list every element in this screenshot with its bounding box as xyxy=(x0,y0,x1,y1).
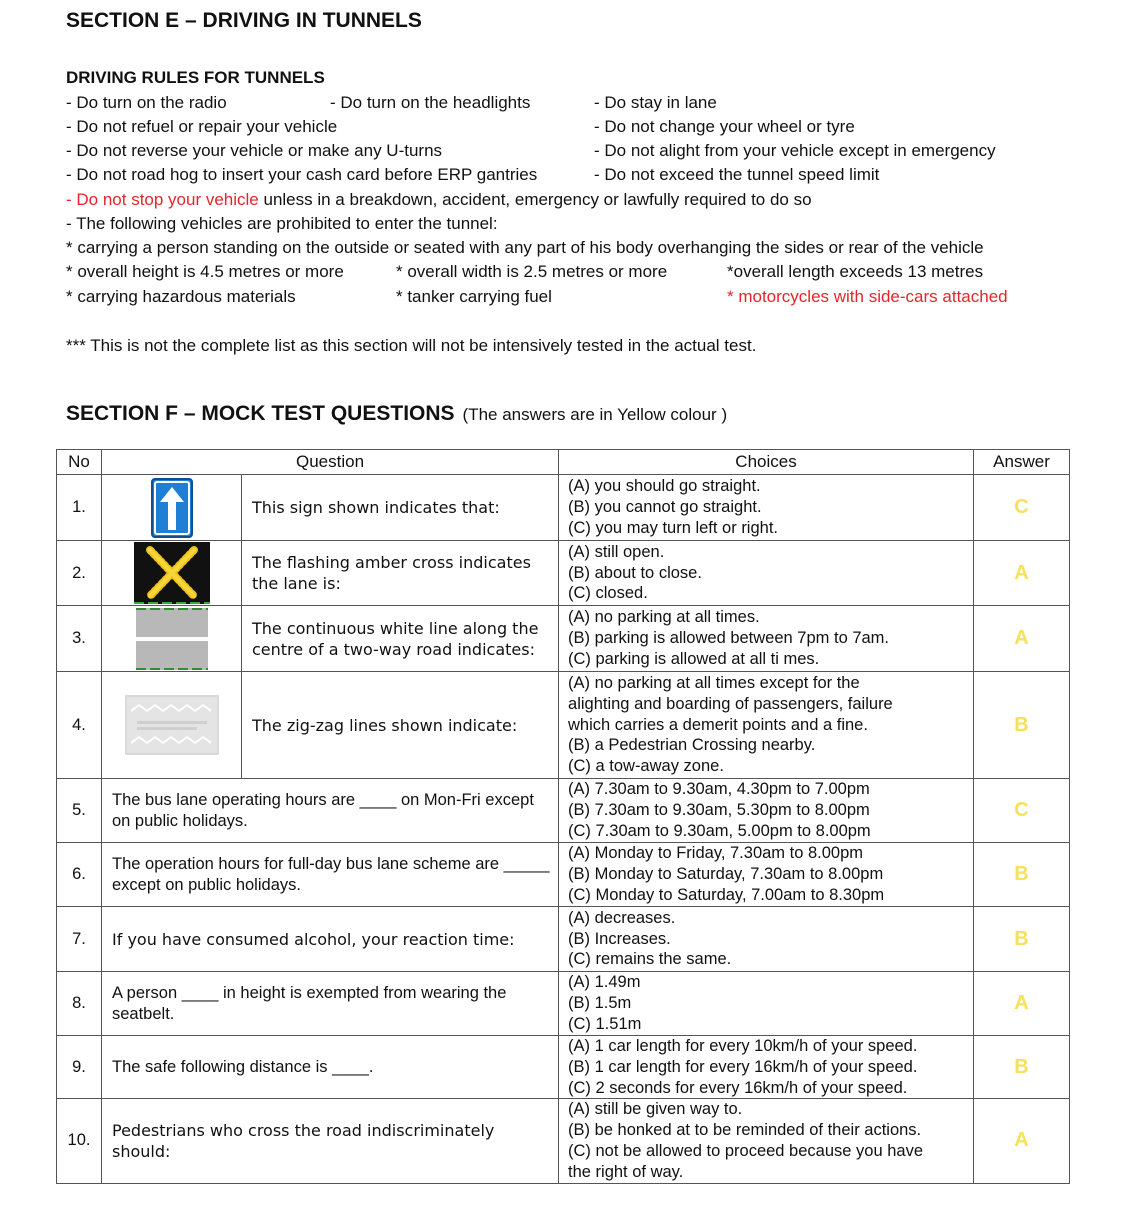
table-row xyxy=(57,972,1070,1036)
table-header-row xyxy=(57,450,1070,475)
choices-cell xyxy=(559,779,974,843)
choice: (A) you should go straight. xyxy=(568,477,761,496)
table-row xyxy=(57,1099,1070,1183)
choice: alighting and boarding of passengers, failure xyxy=(568,694,893,713)
rule-reverse: - Do not reverse your vehicle or make any U-turns xyxy=(66,141,443,160)
table-row xyxy=(57,672,1070,779)
choice: (C) 2 seconds for every 16km/h of your speed. xyxy=(568,1078,908,1097)
answer-cell: B xyxy=(974,672,1070,779)
question-text: If you have consumed alcohol, your reaction time: xyxy=(102,907,559,972)
rule-stop-rest: unless in a breakdown, accident, emergency or lawfully required to do so xyxy=(258,190,812,209)
choice: (A) Monday to Friday, 7.30am to 8.00pm xyxy=(568,844,864,863)
choice: (C) 7.30am to 9.30am, 5.00pm to 8.00pm xyxy=(568,821,871,840)
answer-cell: A xyxy=(974,1099,1070,1183)
row-number: 10. xyxy=(57,1099,102,1183)
answer-cell: C xyxy=(974,779,1070,843)
rule-stop xyxy=(66,189,812,211)
rules-title: DRIVING RULES FOR TUNNELS xyxy=(66,68,325,87)
choice: (C) you may turn left or right. xyxy=(568,518,778,537)
choice: (C) remains the same. xyxy=(568,950,732,969)
choice: (B) 1 car length for every 16km/h of your speed. xyxy=(568,1057,918,1076)
question-text: The flashing amber cross indicates the lane is: xyxy=(242,541,559,606)
rule-radio: - Do turn on the radio xyxy=(66,93,227,112)
choice: (C) not be allowed to proceed because you have xyxy=(568,1141,923,1160)
rule-hazardous: * carrying hazardous materials xyxy=(66,287,296,306)
rule-overhang: * carrying a person standing on the outside or seated with any part of his body overhanging the sides or rear of the vehicle xyxy=(66,238,984,257)
answer-cell: C xyxy=(974,475,1070,541)
section-f-subtitle: (The answers are in Yellow colour ) xyxy=(462,405,728,424)
choice: (B) parking is allowed between 7pm to 7am. xyxy=(568,629,890,648)
header-choices: Choices xyxy=(559,450,974,475)
row-number: 1. xyxy=(57,475,102,541)
choice: (A) decreases. xyxy=(568,908,676,927)
white-center-line-icon xyxy=(136,608,208,670)
question-text: The continuous white line along the centre of a two-way road indicates: xyxy=(242,606,559,672)
choice: the right of way. xyxy=(568,1162,684,1181)
row-number: 9. xyxy=(57,1036,102,1099)
rule-wheel: - Do not change your wheel or tyre xyxy=(594,117,855,136)
choice: (B) Monday to Saturday, 7.30am to 8.00pm xyxy=(568,865,884,884)
choice: (B) about to close. xyxy=(568,563,702,582)
choice: (A) still be given way to. xyxy=(568,1100,743,1119)
choice: (C) parking is allowed at all ti mes. xyxy=(568,649,820,668)
choices-cell xyxy=(559,972,974,1036)
rule-tanker: * tanker carrying fuel xyxy=(396,287,552,306)
row-number: 8. xyxy=(57,972,102,1036)
rule-headlights: - Do turn on the headlights xyxy=(330,93,531,112)
answer-cell: B xyxy=(974,843,1070,907)
choice: (C) Monday to Saturday, 7.00am to 8.30pm xyxy=(568,885,885,904)
one-way-arrow-sign-icon xyxy=(151,478,193,538)
question-text: The safe following distance is ____. xyxy=(102,1036,559,1099)
choice: (B) you cannot go straight. xyxy=(568,498,762,517)
header-no: No xyxy=(57,450,102,475)
sign-image-cell xyxy=(102,606,242,672)
choice: (B) Increases. xyxy=(568,929,671,948)
rule-speed: - Do not exceed the tunnel speed limit xyxy=(594,165,880,184)
row-number: 6. xyxy=(57,843,102,907)
choice: (C) 1.51m xyxy=(568,1014,642,1033)
rule-road-hog: - Do not road hog to insert your cash card before ERP gantries xyxy=(66,165,538,184)
choice: (A) no parking at all times. xyxy=(568,608,760,627)
rule-prohibited: - The following vehicles are prohibited to enter the tunnel: xyxy=(66,214,498,233)
answer-cell: A xyxy=(974,972,1070,1036)
choices-cell xyxy=(559,843,974,907)
row-number: 3. xyxy=(57,606,102,672)
choices-cell xyxy=(559,475,974,541)
rule-stop-red: - Do not stop your vehicle xyxy=(66,190,259,209)
sign-image-cell xyxy=(102,475,242,541)
zig-zag-lines-icon xyxy=(125,695,219,755)
choice: (C) a tow-away zone. xyxy=(568,757,724,776)
section-f-heading: SECTION F – MOCK TEST QUESTIONS xyxy=(66,402,455,425)
question-text: The bus lane operating hours are ____ on Mon-Fri except on public holidays. xyxy=(102,779,559,843)
answer-cell: A xyxy=(974,606,1070,672)
question-text: Pedestrians who cross the road indiscriminately should: xyxy=(102,1099,559,1183)
header-answer: Answer xyxy=(974,450,1070,475)
choices-cell xyxy=(559,1036,974,1099)
table-row xyxy=(57,541,1070,606)
row-number: 4. xyxy=(57,672,102,779)
choice: (C) closed. xyxy=(568,584,648,603)
choice: (B) 1.5m xyxy=(568,994,632,1013)
mock-test-table xyxy=(56,449,1070,1184)
question-text: The operation hours for full-day bus lane scheme are _____ except on public holidays. xyxy=(102,843,559,907)
choice: (A) still open. xyxy=(568,542,665,561)
section-e-note: *** This is not the complete list as this section will not be intensively tested in the actual test. xyxy=(66,336,757,355)
answer-cell: A xyxy=(974,541,1070,606)
rule-alight: - Do not alight from your vehicle except in emergency xyxy=(594,141,996,160)
section-f-title xyxy=(66,402,727,426)
choice: (B) be honked at to be reminded of their actions. xyxy=(568,1121,922,1140)
section-e-title: SECTION E – DRIVING IN TUNNELS xyxy=(66,9,422,32)
answer-cell: B xyxy=(974,907,1070,972)
rule-refuel: - Do not refuel or repair your vehicle xyxy=(66,117,338,136)
choice: (A) 1.49m xyxy=(568,973,641,992)
choice: (B) a Pedestrian Crossing nearby. xyxy=(568,736,816,755)
choice: (A) 1 car length for every 10km/h of your speed. xyxy=(568,1037,918,1055)
sign-image-cell xyxy=(102,541,242,606)
question-text: This sign shown indicates that: xyxy=(242,475,559,541)
sign-image-cell xyxy=(102,672,242,779)
table-row xyxy=(57,1036,1070,1099)
choice: which carries a demerit points and a fine. xyxy=(568,715,868,734)
choice: (A) no parking at all times except for the xyxy=(568,674,860,692)
table-row xyxy=(57,475,1070,541)
rule-height: * overall height is 4.5 metres or more xyxy=(66,262,344,281)
choices-cell xyxy=(559,541,974,606)
choice: (B) 7.30am to 9.30am, 5.30pm to 8.00pm xyxy=(568,801,870,820)
table-row xyxy=(57,843,1070,907)
choices-cell xyxy=(559,672,974,779)
row-number: 2. xyxy=(57,541,102,606)
rule-width: * overall width is 2.5 metres or more xyxy=(396,262,668,281)
answer-cell: B xyxy=(974,1036,1070,1099)
header-question: Question xyxy=(102,450,559,475)
choices-cell xyxy=(559,606,974,672)
choices-cell xyxy=(559,907,974,972)
amber-cross-signal-icon xyxy=(134,542,210,604)
table-row xyxy=(57,606,1070,672)
rule-length: *overall length exceeds 13 metres xyxy=(727,262,984,281)
table-row xyxy=(57,779,1070,843)
rule-sidecars: * motorcycles with side-cars attached xyxy=(727,287,1008,306)
row-number: 5. xyxy=(57,779,102,843)
rule-stay-lane: - Do stay in lane xyxy=(594,93,717,112)
question-text: A person ____ in height is exempted from wearing the seatbelt. xyxy=(102,972,559,1036)
choice: (A) 7.30am to 9.30am, 4.30pm to 7.00pm xyxy=(568,780,870,799)
table-row xyxy=(57,907,1070,972)
row-number: 7. xyxy=(57,907,102,972)
question-text: The zig-zag lines shown indicate: xyxy=(242,672,559,779)
choices-cell xyxy=(559,1099,974,1183)
